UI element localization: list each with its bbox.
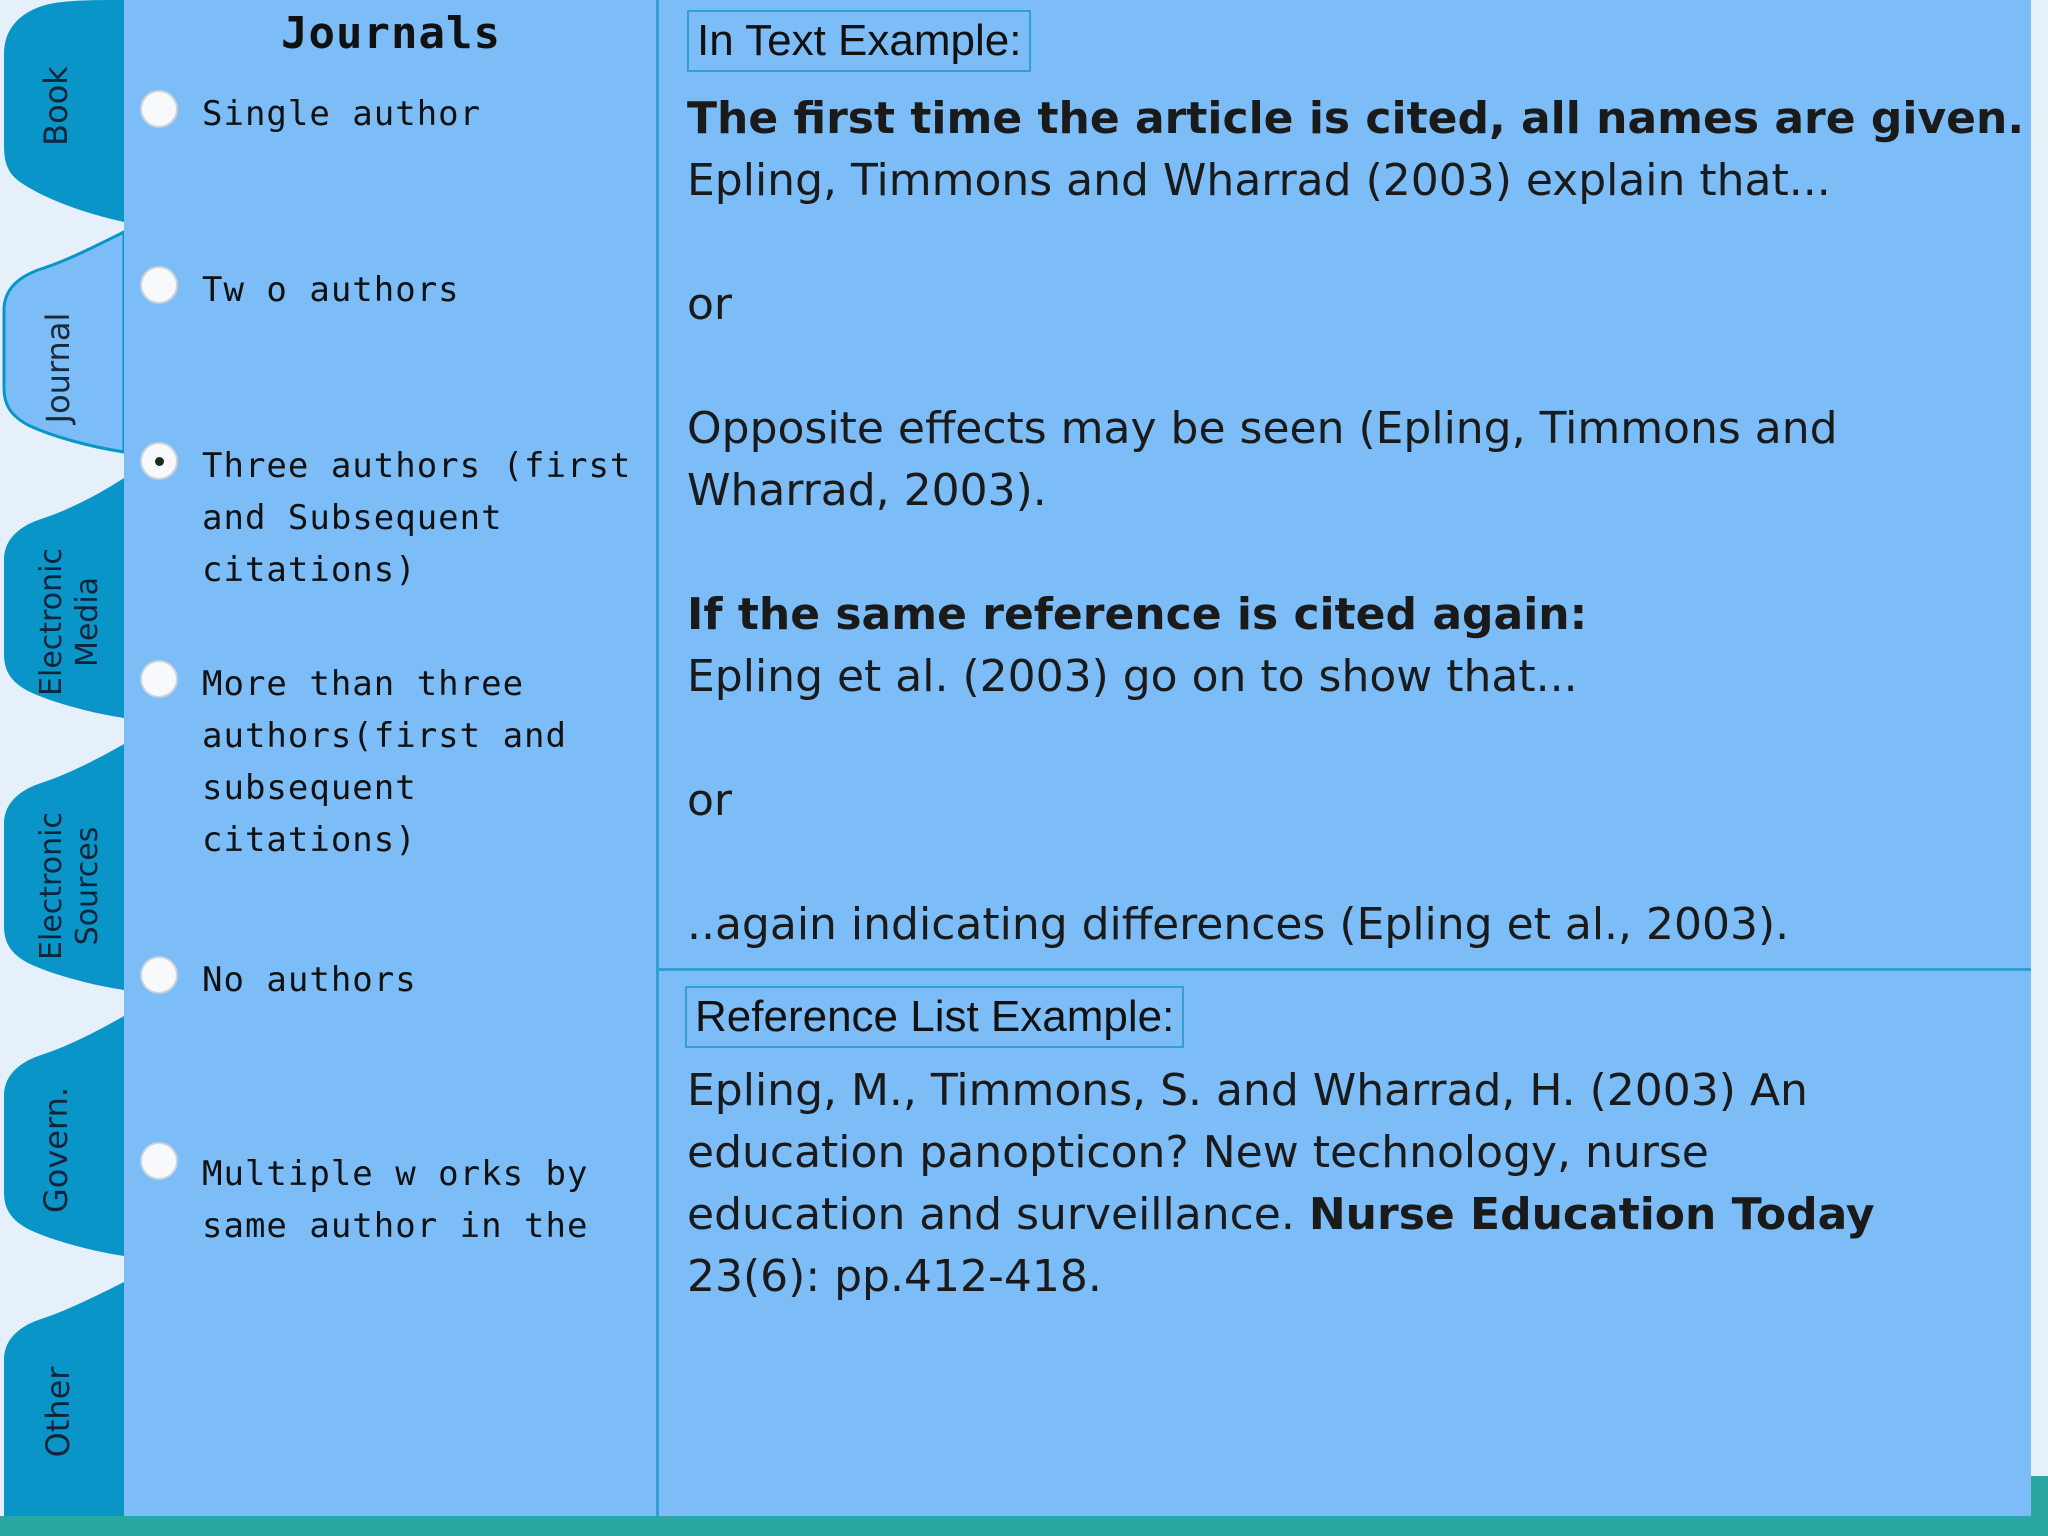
tab-strip [0,0,124,1516]
tab-other[interactable]: Other [39,1366,77,1458]
journal-title: Nurse Education Today [1308,1189,1875,1240]
right-edge [2031,0,2048,1516]
tab-book[interactable]: Book [37,66,75,146]
reference-list-example-label: Reference List Example: [685,986,1184,1048]
options-panel [124,0,658,1516]
cited-again-heading: If the same reference is cited again: [687,589,1588,640]
radio-button-selected[interactable] [140,442,178,480]
radio-button[interactable] [140,266,178,304]
first-citation-heading: The first time the article is cited, all names are given. [687,93,2025,144]
or-separator-2: or [687,775,733,826]
first-citation-example: Epling, Timmons and Wharrad (2003) explain that... [687,155,1831,206]
radio-dot-icon [155,457,164,466]
tab-electronic-sources[interactable]: Electronic Sources [34,812,105,960]
reference-line-3 [687,1184,2027,1246]
reference-line-1: Epling, M., Timmons, S. and Wharrad, H. (2003) An [687,1065,1808,1116]
opposite-effects-line-2: Wharrad, 2003). [687,465,1047,516]
bottom-bar [0,1516,2048,1536]
option-label: Multiple w orks by same author in the [202,1154,589,1246]
right-edge-accent [2031,1476,2048,1516]
tab-strip-graphic [0,0,124,1516]
in-text-example-label: In Text Example: [687,10,1031,72]
reference-line-4: 23(6): pp.412-418. [687,1251,1102,1302]
cited-again-example: Epling et al. (2003) go on to show that... [687,651,1578,702]
option-label: More than three authors(first and subsequent citations) [202,664,567,860]
radio-button[interactable] [140,1142,178,1180]
option-label: Single author [202,94,482,134]
reference-line-2: education panopticon? New technology, nurse [687,1127,1709,1178]
radio-button[interactable] [140,660,178,698]
or-separator-1: or [687,279,733,330]
option-label: Tw o authors [202,270,460,310]
option-label: No authors [202,960,417,1000]
example-content [659,0,2031,1516]
tab-journal[interactable]: Journal [39,312,77,424]
again-indicating-example: ..again indicating differences (Epling et al., 2003). [687,899,1790,950]
panel-title: Journals [281,8,501,59]
section-divider [659,968,2031,971]
option-label: Three authors (first and Subsequent citations) [202,446,632,590]
radio-button[interactable] [140,90,178,128]
tab-govern[interactable]: Govern. [37,1086,75,1214]
radio-button[interactable] [140,956,178,994]
reference-line-3-text: education and surveillance. [687,1189,1309,1240]
tab-electronic-media[interactable]: Electronic Media [34,548,105,696]
opposite-effects-line-1: Opposite effects may be seen (Epling, Timmons and [687,403,1838,454]
